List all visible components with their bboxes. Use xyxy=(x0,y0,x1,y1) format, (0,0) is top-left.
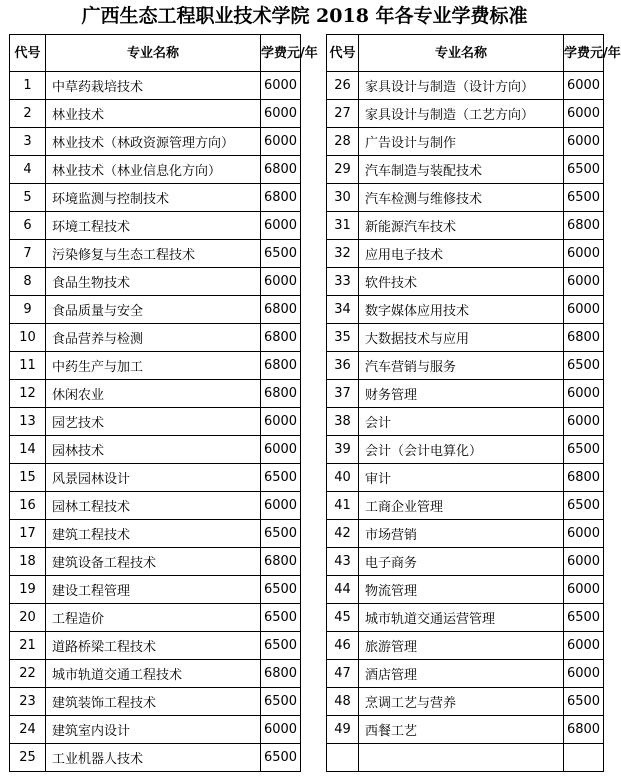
table-row xyxy=(10,352,301,380)
table-row xyxy=(10,128,301,156)
major-code: 10 xyxy=(10,324,46,352)
table-row xyxy=(10,72,301,100)
major-code: 36 xyxy=(327,352,359,380)
major-code: 35 xyxy=(327,324,359,352)
tuition-fee: 6800 xyxy=(564,212,604,240)
table-row xyxy=(327,688,604,716)
major-name: 家具设计与制造（设计方向） xyxy=(359,72,564,100)
major-name: 休闲农业 xyxy=(46,380,261,408)
major-name: 城市轨道交通工程技术 xyxy=(46,660,261,688)
table-row xyxy=(10,604,301,632)
major-code: 27 xyxy=(327,100,359,128)
page-title: 广西生态工程职业技术学院 2018 年各专业学费标准 xyxy=(81,5,528,27)
table-row xyxy=(327,632,604,660)
table-row xyxy=(10,660,301,688)
major-code: 14 xyxy=(10,436,46,464)
table-row xyxy=(327,492,604,520)
table-row xyxy=(327,268,604,296)
table-header-row xyxy=(10,35,301,72)
major-code: 8 xyxy=(10,268,46,296)
major-name: 市场营销 xyxy=(359,520,564,548)
tuition-fee: 6500 xyxy=(564,184,604,212)
table-row xyxy=(10,156,301,184)
major-code: 21 xyxy=(10,632,46,660)
major-name: 食品营养与检测 xyxy=(46,324,261,352)
fee-table-right xyxy=(326,34,621,772)
major-name: 软件技术 xyxy=(359,268,564,296)
major-code xyxy=(327,744,359,772)
major-name: 汽车制造与装配技术 xyxy=(359,156,564,184)
major-code: 22 xyxy=(10,660,46,688)
table-row xyxy=(10,240,301,268)
major-code: 28 xyxy=(327,128,359,156)
header-name: 专业名称 xyxy=(46,35,261,72)
tuition-fee: 6500 xyxy=(564,352,604,380)
table-row xyxy=(10,744,301,772)
table-row xyxy=(10,520,301,548)
tuition-fee: 6800 xyxy=(564,716,604,744)
tuition-fee: 6500 xyxy=(564,688,604,716)
header-fee: 学费元/年 xyxy=(261,35,301,72)
major-code: 40 xyxy=(327,464,359,492)
tuition-fee: 6500 xyxy=(261,688,301,716)
major-name: 家具设计与制造（工艺方向） xyxy=(359,100,564,128)
header-code: 代号 xyxy=(327,35,359,72)
major-code: 3 xyxy=(10,128,46,156)
major-code: 20 xyxy=(10,604,46,632)
tuition-fee: 6800 xyxy=(261,548,301,576)
tuition-fee: 6800 xyxy=(564,464,604,492)
major-name: 工业机器人技术 xyxy=(46,744,261,772)
tuition-fee: 6000 xyxy=(261,268,301,296)
major-code: 19 xyxy=(10,576,46,604)
major-name: 建设工程管理 xyxy=(46,576,261,604)
table-row xyxy=(327,716,604,744)
major-code: 44 xyxy=(327,576,359,604)
major-name: 审计 xyxy=(359,464,564,492)
tuition-fee: 6800 xyxy=(261,380,301,408)
major-code: 32 xyxy=(327,240,359,268)
tuition-fee: 6000 xyxy=(261,128,301,156)
tuition-fee: 6000 xyxy=(261,212,301,240)
table-row xyxy=(327,352,604,380)
tuition-fee: 6000 xyxy=(261,408,301,436)
tuition-fee: 6000 xyxy=(564,240,604,268)
major-name: 园林技术 xyxy=(46,436,261,464)
major-name: 物流管理 xyxy=(359,576,564,604)
major-name: 园艺技术 xyxy=(46,408,261,436)
tuition-fee: 6500 xyxy=(564,604,604,632)
major-name: 食品生物技术 xyxy=(46,268,261,296)
major-name: 建筑室内设计 xyxy=(46,716,261,744)
tuition-fee: 6000 xyxy=(261,436,301,464)
major-name: 风景园林设计 xyxy=(46,464,261,492)
major-code: 33 xyxy=(327,268,359,296)
tuition-fee: 6000 xyxy=(564,520,604,548)
table-header-row xyxy=(327,35,604,72)
table-row xyxy=(327,520,604,548)
major-name: 汽车检测与维修技术 xyxy=(359,184,564,212)
tuition-fee: 6000 xyxy=(564,100,604,128)
major-name: 数字媒体应用技术 xyxy=(359,296,564,324)
tuition-fee: 6000 xyxy=(564,380,604,408)
major-name: 环境监测与控制技术 xyxy=(46,184,261,212)
major-name: 工程造价 xyxy=(46,604,261,632)
major-name: 会计（会计电算化） xyxy=(359,436,564,464)
table-row xyxy=(10,492,301,520)
table-row xyxy=(10,464,301,492)
major-name: 大数据技术与应用 xyxy=(359,324,564,352)
major-code: 2 xyxy=(10,100,46,128)
major-name: 会计 xyxy=(359,408,564,436)
table-row xyxy=(327,156,604,184)
table-row xyxy=(327,184,604,212)
tuition-fee: 6500 xyxy=(564,492,604,520)
tuition-fee: 6800 xyxy=(261,324,301,352)
major-code: 7 xyxy=(10,240,46,268)
tuition-fee: 6500 xyxy=(261,604,301,632)
major-name: 旅游管理 xyxy=(359,632,564,660)
table-row xyxy=(327,548,604,576)
major-name: 烹调工艺与营养 xyxy=(359,688,564,716)
table-row xyxy=(327,380,604,408)
header-code: 代号 xyxy=(10,35,46,72)
table-row xyxy=(10,380,301,408)
table-row xyxy=(327,436,604,464)
table-row xyxy=(10,576,301,604)
major-name: 污染修复与生态工程技术 xyxy=(46,240,261,268)
tuition-fee: 6000 xyxy=(564,128,604,156)
major-code: 29 xyxy=(327,156,359,184)
tuition-fee: 6000 xyxy=(564,72,604,100)
table-row xyxy=(327,100,604,128)
major-code: 18 xyxy=(10,548,46,576)
major-code: 48 xyxy=(327,688,359,716)
tuition-fee: 6000 xyxy=(261,72,301,100)
major-code: 46 xyxy=(327,632,359,660)
major-name: 建筑设备工程技术 xyxy=(46,548,261,576)
major-name: 道路桥梁工程技术 xyxy=(46,632,261,660)
table-row xyxy=(327,408,604,436)
major-code: 6 xyxy=(10,212,46,240)
major-code: 42 xyxy=(327,520,359,548)
major-name: 环境工程技术 xyxy=(46,212,261,240)
table-row xyxy=(10,716,301,744)
major-name: 中草药栽培技术 xyxy=(46,72,261,100)
major-name: 中药生产与加工 xyxy=(46,352,261,380)
major-code: 24 xyxy=(10,716,46,744)
tuition-fee: 6800 xyxy=(261,184,301,212)
table-row xyxy=(10,688,301,716)
major-name: 酒店管理 xyxy=(359,660,564,688)
tuition-fee: 6500 xyxy=(564,436,604,464)
tuition-fee: 6500 xyxy=(261,576,301,604)
table-row xyxy=(10,548,301,576)
table-row xyxy=(10,212,301,240)
major-code: 25 xyxy=(10,744,46,772)
major-code: 1 xyxy=(10,72,46,100)
table-row xyxy=(10,324,301,352)
major-name: 城市轨道交通运营管理 xyxy=(359,604,564,632)
table-row xyxy=(327,128,604,156)
major-code: 47 xyxy=(327,660,359,688)
major-name: 林业技术（林政资源管理方向） xyxy=(46,128,261,156)
table-row xyxy=(327,660,604,688)
table-row xyxy=(327,324,604,352)
major-name: 工商企业管理 xyxy=(359,492,564,520)
table-row xyxy=(327,744,604,772)
table-row xyxy=(10,268,301,296)
tuition-fee: 6500 xyxy=(261,744,301,772)
major-code: 4 xyxy=(10,156,46,184)
tuition-fee: 6800 xyxy=(564,324,604,352)
major-code: 16 xyxy=(10,492,46,520)
tuition-fee: 6500 xyxy=(261,464,301,492)
tuition-fee xyxy=(564,744,604,772)
tuition-fee: 6000 xyxy=(261,100,301,128)
tuition-fee: 6000 xyxy=(564,576,604,604)
table-row xyxy=(327,296,604,324)
major-code: 39 xyxy=(327,436,359,464)
major-name: 园林工程技术 xyxy=(46,492,261,520)
major-code: 9 xyxy=(10,296,46,324)
major-code: 5 xyxy=(10,184,46,212)
tuition-fee: 6500 xyxy=(261,632,301,660)
major-code: 43 xyxy=(327,548,359,576)
table-row xyxy=(327,240,604,268)
table-row xyxy=(327,576,604,604)
table-row xyxy=(327,212,604,240)
major-code: 49 xyxy=(327,716,359,744)
table-row xyxy=(327,604,604,632)
major-code: 11 xyxy=(10,352,46,380)
major-code: 31 xyxy=(327,212,359,240)
major-name xyxy=(359,744,564,772)
major-code: 12 xyxy=(10,380,46,408)
tuition-fee: 6000 xyxy=(564,660,604,688)
table-row xyxy=(10,100,301,128)
tuition-fee: 6000 xyxy=(261,492,301,520)
tuition-fee: 6000 xyxy=(564,296,604,324)
tuition-fee: 6000 xyxy=(261,716,301,744)
table-row xyxy=(327,464,604,492)
tuition-fee: 6800 xyxy=(261,352,301,380)
tuition-fee: 6800 xyxy=(261,156,301,184)
table-row xyxy=(10,184,301,212)
table-row xyxy=(10,408,301,436)
tuition-fee: 6000 xyxy=(564,548,604,576)
tuition-fee: 6000 xyxy=(564,408,604,436)
major-code: 37 xyxy=(327,380,359,408)
major-name: 新能源汽车技术 xyxy=(359,212,564,240)
header-fee: 学费元/年 xyxy=(564,35,604,72)
major-code: 23 xyxy=(10,688,46,716)
major-name: 财务管理 xyxy=(359,380,564,408)
table-row xyxy=(10,436,301,464)
major-code: 45 xyxy=(327,604,359,632)
tuition-fee: 6500 xyxy=(261,520,301,548)
tuition-fee: 6000 xyxy=(564,268,604,296)
tuition-fee: 6800 xyxy=(261,296,301,324)
major-code: 34 xyxy=(327,296,359,324)
major-name: 林业技术 xyxy=(46,100,261,128)
major-code: 30 xyxy=(327,184,359,212)
major-name: 建筑工程技术 xyxy=(46,520,261,548)
major-name: 汽车营销与服务 xyxy=(359,352,564,380)
major-name: 应用电子技术 xyxy=(359,240,564,268)
major-name: 西餐工艺 xyxy=(359,716,564,744)
major-code: 26 xyxy=(327,72,359,100)
major-code: 13 xyxy=(10,408,46,436)
tuition-fee: 6500 xyxy=(261,240,301,268)
major-code: 17 xyxy=(10,520,46,548)
major-name: 广告设计与制作 xyxy=(359,128,564,156)
major-name: 林业技术（林业信息化方向） xyxy=(46,156,261,184)
major-name: 电子商务 xyxy=(359,548,564,576)
major-code: 38 xyxy=(327,408,359,436)
tuition-fee: 6000 xyxy=(564,632,604,660)
major-name: 食品质量与安全 xyxy=(46,296,261,324)
table-row xyxy=(10,632,301,660)
table-row xyxy=(327,72,604,100)
tuition-fee: 6500 xyxy=(564,156,604,184)
table-row xyxy=(10,296,301,324)
major-code: 41 xyxy=(327,492,359,520)
major-code: 15 xyxy=(10,464,46,492)
major-name: 建筑装饰工程技术 xyxy=(46,688,261,716)
fee-table-left xyxy=(9,34,318,772)
header-name: 专业名称 xyxy=(359,35,564,72)
tuition-fee: 6800 xyxy=(261,660,301,688)
